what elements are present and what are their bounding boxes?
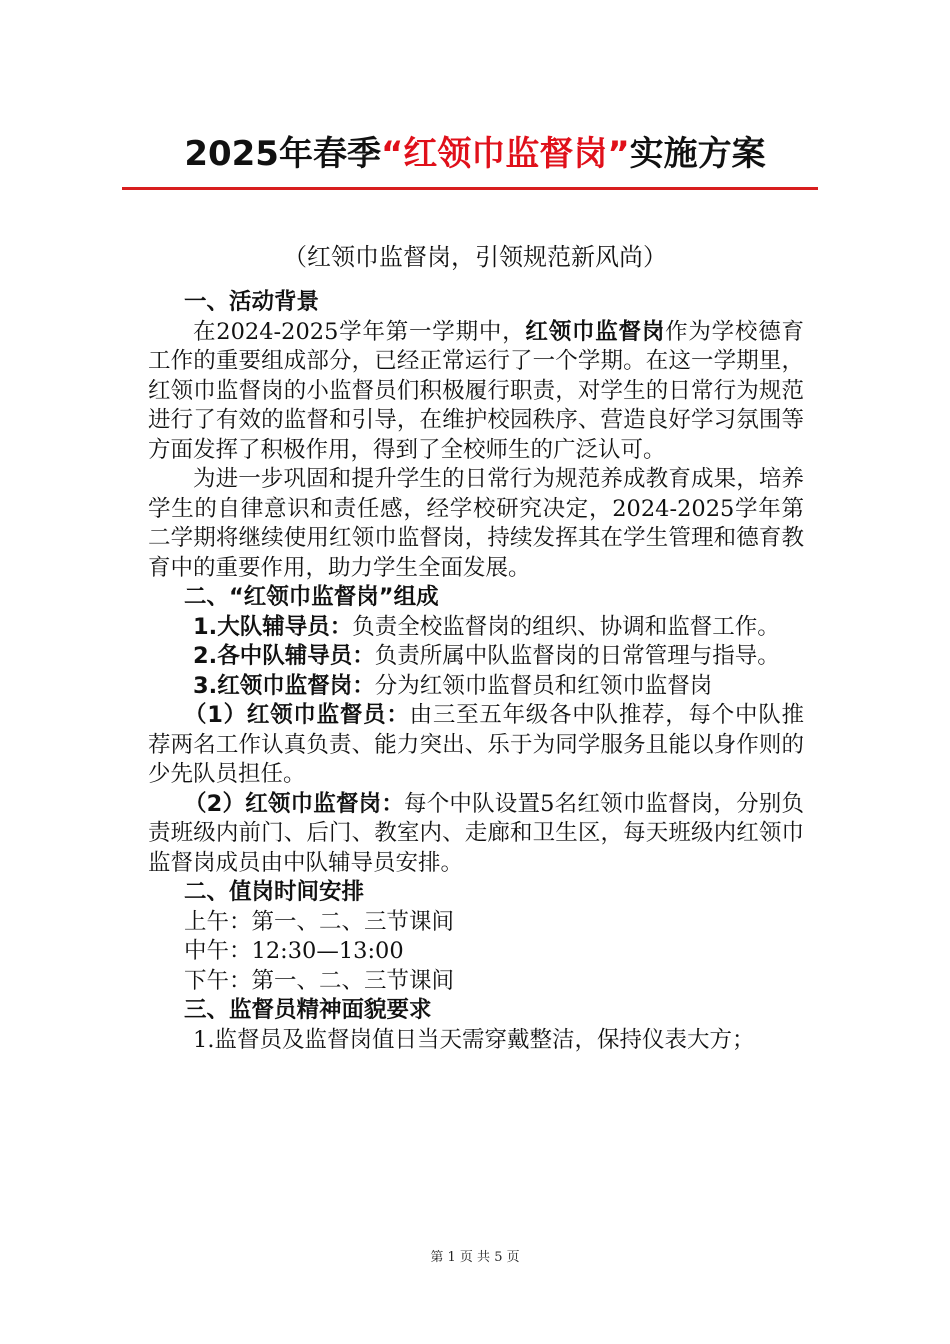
- schedule-afternoon: 下午：第一、二、三节课间: [184, 967, 455, 994]
- composition-sub-item-1: [148, 701, 804, 790]
- item-text: 每个中队设置5名红领巾监督岗，分别负责班级内前门、后门、教室内、走廊和卫生区，每天班级内红领巾监督岗成员由中队辅导员安排。: [148, 790, 804, 876]
- section-heading-schedule: 二、值岗时间安排: [184, 879, 365, 905]
- item-label: （1）红领巾监督员：: [184, 702, 410, 728]
- document-subtitle: （红领巾监督岗，引领规范新风尚）: [283, 243, 667, 271]
- page-footer: 第 1 页 共 5 页: [430, 1250, 520, 1265]
- item-text: 分为红领巾监督员和红领巾监督岗: [374, 672, 713, 699]
- title-highlight: “红领巾监督岗”: [380, 134, 630, 174]
- paragraph-text: 作为学校德育工作的重要组成部分，已经正常运行了一个学期。在这一学期里，红领巾监督岗的小监督员们积极履行职责，对学生的日常行为规范进行了有效的监督和引导，在维护校园秩序、营造良好学习氛围等方面发挥了积极作用，得到了全校师生的广泛认可。: [148, 318, 804, 463]
- composition-item-2: [148, 642, 804, 672]
- composition-sub-item-2: [148, 790, 804, 879]
- title-year-season: 2025年春季: [184, 134, 381, 174]
- background-paragraph-1: [148, 318, 804, 466]
- document-title: [140, 130, 810, 178]
- item-label: 1.大队辅导员：: [193, 613, 353, 640]
- item-label: 2.各中队辅导员：: [193, 643, 375, 669]
- composition-item-1: [148, 613, 804, 643]
- title-divider: [122, 187, 818, 190]
- bold-term: 红领巾监督岗: [525, 318, 666, 345]
- paragraph-text: 在2024-2025学年第一学期中，: [193, 318, 526, 345]
- schedule-morning: 上午：第一、二、三节课间: [184, 908, 455, 935]
- schedule-noon: 中午：12:30—13:00: [184, 938, 404, 964]
- item-text: 负责全校监督岗的组织、协调和监督工作。: [352, 613, 780, 640]
- document-body: [148, 288, 804, 1055]
- title-suffix: 实施方案: [629, 134, 766, 174]
- background-paragraph-2: 为进一步巩固和提升学生的日常行为规范养成教育成果，培养学生的自律意识和责任感，经学校研究决定，2024-2025学年第二学期将继续使用红领巾监督岗，持续发挥其在学生管理和德育教育中的重要作用，助力学生全面发展。: [148, 466, 804, 581]
- item-label: 3.红领巾监督岗：: [193, 672, 375, 699]
- item-label: （2）红领巾监督岗：: [184, 790, 405, 817]
- section-heading-appearance: 三、监督员精神面貌要求: [184, 997, 432, 1023]
- item-text: 负责所属中队监督岗的日常管理与指导。: [374, 643, 780, 669]
- section-heading-background: 一、活动背景: [184, 289, 320, 315]
- section-heading-composition: 二、“红领巾监督岗”组成: [184, 584, 439, 610]
- item-text: 由三至五年级各中队推荐，每个中队推荐两名工作认真负责、能力突出、乐于为同学服务且能以身作则的少先队员担任。: [148, 702, 804, 787]
- appearance-item-1: 1.监督员及监督岗值日当天需穿戴整洁，保持仪表大方；: [193, 1026, 755, 1053]
- composition-item-3: [148, 672, 804, 702]
